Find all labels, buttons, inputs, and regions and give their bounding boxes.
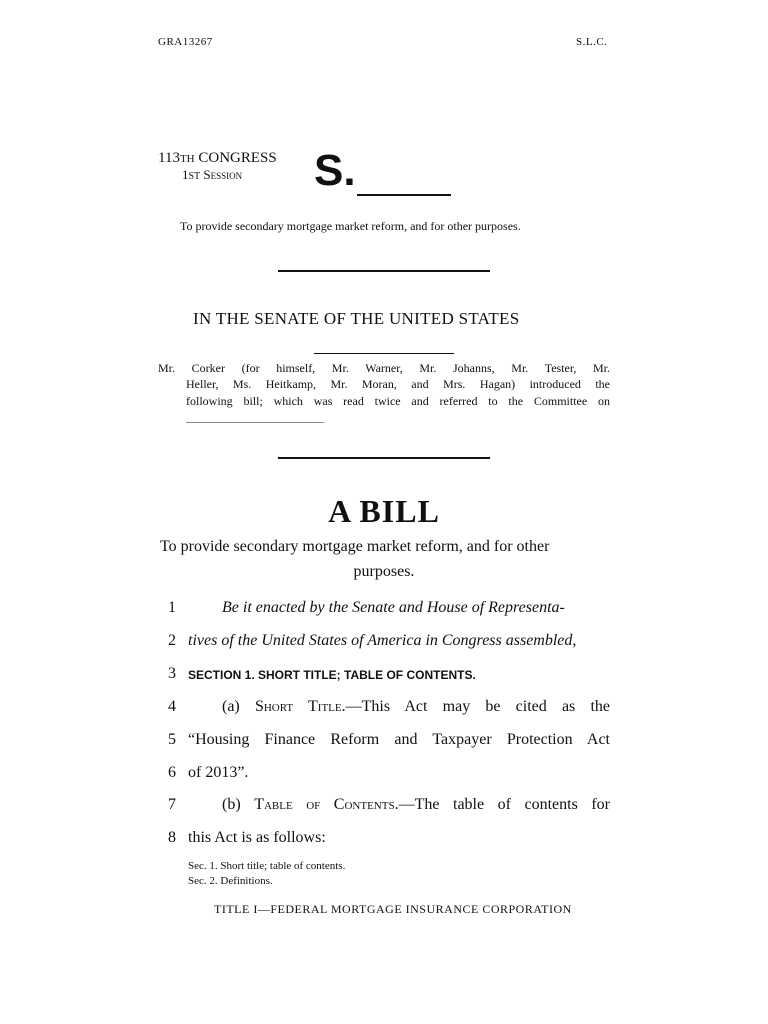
act-year-line: of 2013”.: [188, 764, 249, 781]
sponsor-line-2: Heller, Ms. Heitkamp, Mr. Moran, and Mrs. Hagan) introduced the: [186, 377, 610, 391]
sponsor-line-1: Mr. Corker (for himself, Mr. Warner, Mr. Johanns, Mr. Tester, Mr.: [158, 361, 610, 375]
line-number: 8: [168, 829, 176, 846]
slc-label: S.L.C.: [576, 36, 608, 48]
toc-intro-line-2: this Act is as follows:: [188, 829, 326, 846]
divider-2: [278, 457, 490, 459]
line-number: 4: [168, 698, 176, 715]
bill-prefix: S.: [314, 146, 356, 195]
long-title-line-1: To provide secondary mortgage market reform, and for other: [160, 538, 550, 555]
long-title-line-2: purposes.: [353, 563, 415, 580]
title-i-heading: TITLE I—FEDERAL MORTGAGE INSURANCE CORPORATION: [214, 902, 572, 916]
purpose-statement: To provide secondary mortgage market reform, and for other purposes.: [180, 219, 521, 233]
committee-blank: [186, 422, 324, 423]
document-id: GRA13267: [158, 36, 213, 48]
line-number: 1: [168, 599, 176, 616]
line-number: 2: [168, 632, 176, 649]
divider-thin: [314, 353, 454, 354]
act-name-line: “Housing Finance Reform and Taxpayer Protection Act: [188, 731, 610, 748]
toc-intro-line: (b) Table of Contents.—The table of contents for: [222, 796, 610, 813]
senate-heading: IN THE SENATE OF THE UNITED STATES: [193, 309, 520, 328]
session-label: 1ST Session: [182, 167, 243, 182]
bill-label: A BILL: [328, 493, 440, 529]
toc-entry: Sec. 2. Definitions.: [188, 875, 273, 887]
bill-number-blank: [357, 194, 451, 196]
line-number: 6: [168, 764, 176, 781]
divider-1: [278, 270, 490, 272]
short-title-line: (a) Short Title.—This Act may be cited as the: [222, 698, 610, 715]
toc-entry: Sec. 1. Short title; table of contents.: [188, 860, 346, 872]
line-number: 7: [168, 796, 176, 813]
line-number: 5: [168, 731, 176, 748]
sponsor-line-3: following bill; which was read twice and referred to the Committee on: [186, 394, 610, 408]
enacting-clause-line-2: tives of the United States of America in Congress assembled,: [188, 632, 577, 649]
congress-number: 113TH CONGRESS: [158, 150, 277, 166]
section-heading: SECTION 1. SHORT TITLE; TABLE OF CONTENTS.: [188, 668, 476, 682]
line-number: 3: [168, 665, 176, 682]
enacting-clause-line-1: Be it enacted by the Senate and House of Representa-: [222, 599, 565, 616]
